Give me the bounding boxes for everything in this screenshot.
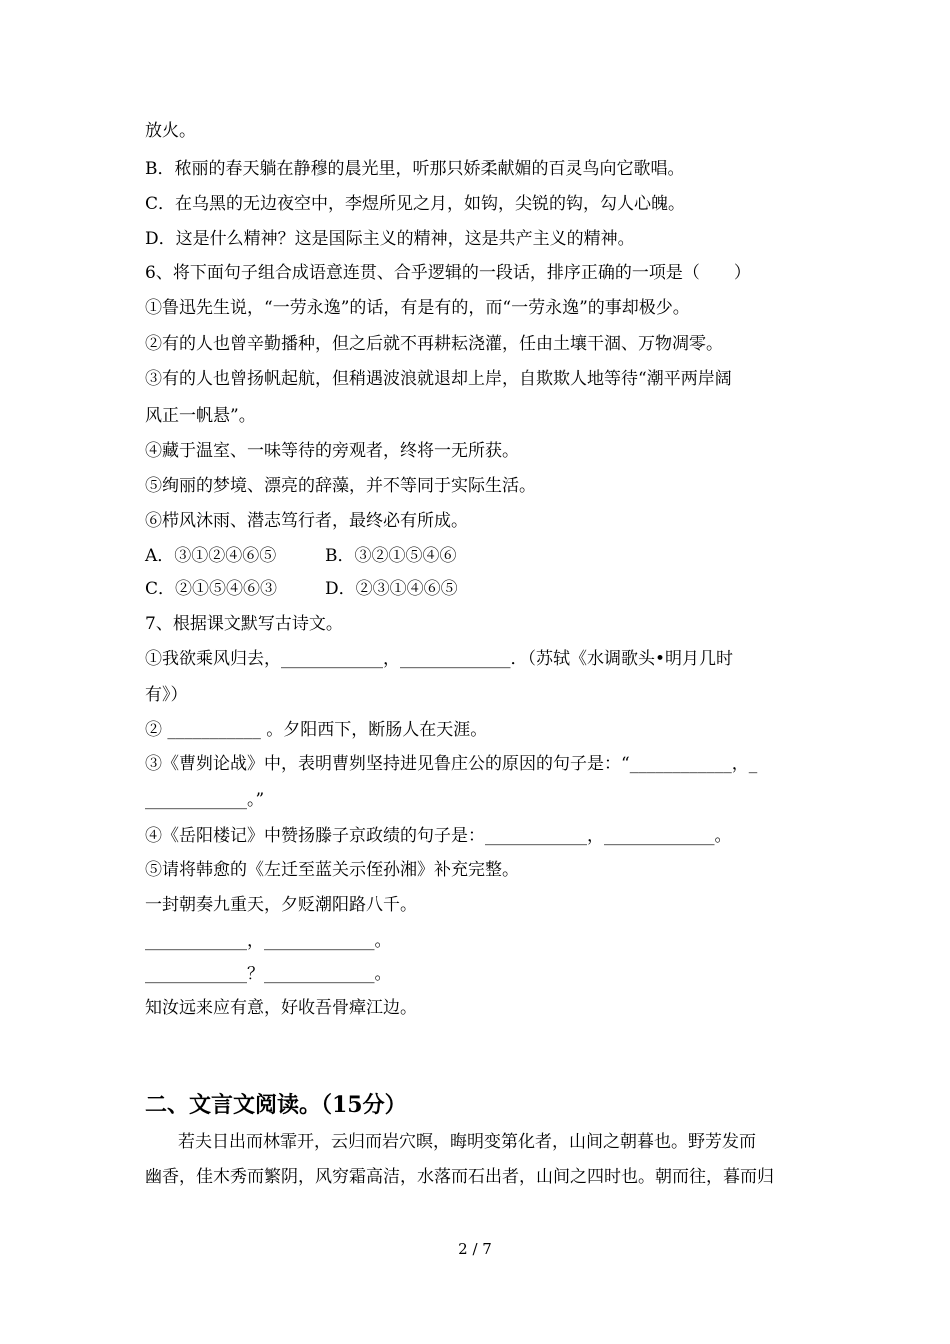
sentence-5: ⑤绚丽的梦境、漂亮的辞藻，并不等同于实际生活。 xyxy=(145,476,536,496)
option-b-line: B．秾丽的春天躺在静穆的晨光里，听那只娇柔献媚的百灵鸟向它歌唱。 xyxy=(145,159,685,179)
recite-3: ③《曹刿论战》中，表明曹刿坚持进见鲁庄公的原因的句子是：“____________，_ xyxy=(145,754,758,774)
poem-blank-1: ____________，_____________。 xyxy=(145,931,392,951)
recite-5: ⑤请将韩愈的《左迁至蓝关示侄孙湘》补充完整。 xyxy=(145,860,519,880)
sentence-4: ④藏于温室、一味等待的旁观者，终将一无所获。 xyxy=(145,441,519,461)
poem-blank-2: ____________？_____________。 xyxy=(145,964,392,984)
question-7: 7、根据课文默写古诗文。 xyxy=(145,614,343,634)
page-number: 2 / 7 xyxy=(458,1240,492,1258)
sentence-3: ③有的人也曾扬帆起航，但稍遇波浪就退却上岸，自欺欺人地等待“潮平两岸阔 xyxy=(145,369,732,389)
recite-1-cont: 有》） xyxy=(145,685,188,705)
sentence-2: ②有的人也曾辛勤播种，但之后就不再耕耘浇灌，任由土壤干涸、万物凋零。 xyxy=(145,334,723,354)
recite-2: ② ___________ 。夕阳西下，断肠人在天涯。 xyxy=(145,720,488,740)
poem-line-4: 知汝远来应有意，好收吾骨瘴江边。 xyxy=(145,998,417,1018)
section-heading: 二、文言文阅读。（15分） xyxy=(145,1092,407,1118)
option-a: A．③①②④⑥⑤ xyxy=(145,546,277,566)
recite-3-cont: ____________。” xyxy=(145,790,265,810)
passage-line-2: 幽香，佳木秀而繁阴，风穷霜高洁，水落而石出者，山间之四时也。朝而往，暮而归 xyxy=(145,1167,774,1187)
option-d: D．②③①④⑥⑤ xyxy=(325,579,458,599)
text-line: 放火。 xyxy=(145,121,196,141)
options-row-1 xyxy=(145,545,815,567)
poem-line-1: 一封朝奏九重天，夕贬潮阳路八千。 xyxy=(145,895,417,915)
recite-4: ④《岳阳楼记》中赞扬滕子京政绩的句子是：____________，_____________。 xyxy=(145,826,732,846)
sentence-6: ⑥栉风沐雨、潜志笃行者，最终必有所成。 xyxy=(145,511,468,531)
option-d-line: D．这是什么精神？这是国际主义的精神，这是共产主义的精神。 xyxy=(145,229,635,249)
sentence-3-cont: 风正一帆悬”。 xyxy=(145,406,256,426)
sentence-1: ①鲁迅先生说，“一劳永逸”的话，有是有的，而“一劳永逸”的事却极少。 xyxy=(145,298,690,318)
passage-line-1: 若夫日出而林霏开，云归而岩穴暝，晦明变第化者，山间之朝暮也。野芳发而 xyxy=(178,1132,756,1152)
option-c: C．②①⑤④⑥③ xyxy=(145,579,278,599)
options-row-2 xyxy=(145,578,815,600)
option-b: B．③②①⑤④⑥ xyxy=(325,546,457,566)
option-c-line: C．在乌黑的无边夜空中，李煜所见之月，如钩，尖锐的钩，勾人心魄。 xyxy=(145,194,686,214)
recite-1: ①我欲乘风归去，____________，_____________．（苏轼《水调歌头•明月几时 xyxy=(145,649,734,669)
question-6: 6、将下面句子组合成语意连贯、合乎逻辑的一段话，排序正确的一项是（ ） xyxy=(145,263,751,283)
